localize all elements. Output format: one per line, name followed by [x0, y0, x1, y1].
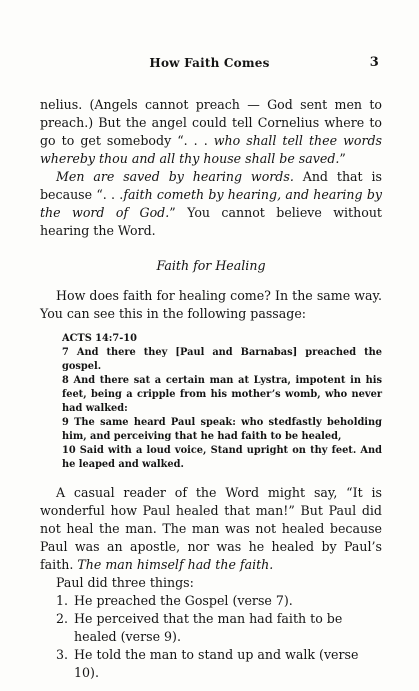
- scripture-block: [62, 332, 382, 472]
- list-item: [56, 646, 382, 682]
- list-number: 2.: [56, 611, 69, 626]
- page-body: [40, 96, 382, 682]
- list-number: 1.: [56, 593, 69, 608]
- paragraph-text: nelius. (Angels cannot preach — God sent men to preach.) But the angel could tell Cornelius where to go to get somebody “. . .: [40, 97, 382, 148]
- paragraph-casual-reader: [40, 484, 382, 574]
- running-header: [40, 56, 379, 74]
- scripture-verse: 8 And there sat a certain man at Lystra, impotent in his feet, being a cripple from his mother’s womb, who never had walked:: [62, 375, 382, 414]
- list-text: He preached the Gospel (verse 7).: [74, 593, 293, 608]
- paragraph-text: And that is because “. . .: [40, 169, 382, 202]
- paragraph-cornelius: [40, 96, 382, 168]
- emphasis-italic: The man himself had the faith.: [77, 557, 274, 572]
- paragraph-text: ”: [339, 151, 346, 166]
- emphasis-italic: Men are saved by hearing words.: [56, 169, 294, 184]
- paragraph-saved-by-words: [40, 168, 382, 240]
- scripture-reference: ACTS 14:7-10: [62, 333, 137, 344]
- section-heading: Faith for Healing: [156, 258, 266, 273]
- quote-italic: faith cometh by hearing, and hearing by the word of God.: [40, 187, 383, 220]
- paragraph-text: A casual reader of the Word might say, “It is wonderful how Paul healed that man!” But Paul did not heal the man. The man was not healed because Paul was an apostle, nor was he healed by Paul’s faith.: [40, 485, 382, 572]
- numbered-list: [40, 592, 382, 682]
- paragraph-three-things: Paul did three things:: [56, 575, 194, 590]
- list-item: [56, 592, 382, 610]
- scripture-verse: 7 And there they [Paul and Barnabas] preached the gospel.: [62, 347, 382, 372]
- list-text: He perceived that the man had faith to be healed (verse 9).: [74, 611, 343, 644]
- page-number: 3: [369, 55, 379, 70]
- list-number: 3.: [56, 647, 69, 662]
- list-item: [56, 610, 382, 646]
- paragraph-healing-question: How does faith for healing come? In the same way. You can see this in the following passage:: [40, 288, 382, 321]
- scripture-verse: 10 Said with a loud voice, Stand upright on thy feet. And he leaped and walked.: [62, 445, 382, 470]
- list-text: He told the man to stand up and walk (verse 10).: [74, 647, 359, 680]
- quote-italic: who shall tell thee words whereby thou and all thy house shall be saved.: [40, 133, 382, 166]
- scripture-verse: 9 The same heard Paul speak: who stedfastly beholding him, and perceiving that he had faith to be healed,: [62, 417, 382, 442]
- paragraph-text: ” You cannot believe without hearing the Word.: [40, 205, 382, 238]
- running-title: How Faith Comes: [149, 56, 270, 70]
